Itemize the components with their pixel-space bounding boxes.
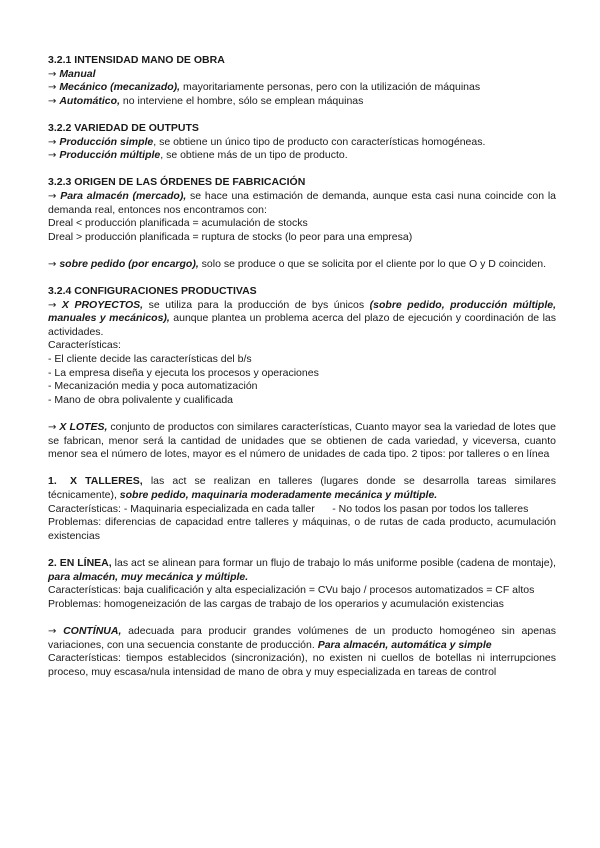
text-line: Problemas: homogeneización de las cargas de trabajo de los operarios y acumulación existencias — [48, 597, 504, 610]
arrow-icon: → — [48, 82, 57, 94]
paragraph: → CONTÍNUA, adecuada para producir grandes volúmenes de un producto homogéneo sin apenas variaciones, con una secuencia constante de producción. Para almacén, automática y simple — [48, 624, 556, 651]
paragraph: → X LOTES, conjunto de productos con similares características, Cuanto mayor sea la variedad de lotes que se fabrican, menor será la cantidad de unidades que se obtienen de cada variedad, y viceversa, cuanto menor sea el número de lotes, mayor es el número de unidades de cada tipo. 2 tipos: por talleres o en línea — [48, 421, 556, 461]
paragraph: Características: tiempos establecidos (sincronización), no existen ni cuellos de botellas ni interrupciones proceso, muy escasa/nula intensidad de mano de obra y muy especializada en tareas de control — [48, 652, 556, 678]
section-heading-3-2-2: 3.2.2 VARIEDAD DE OUTPUTS — [48, 121, 199, 134]
section-heading-3-2-1: 3.2.1 INTENSIDAD MANO DE OBRA — [48, 54, 225, 66]
paragraph: 1. X TALLERES, las act se realizan en talleres (lugares donde se desarrolla tareas similares técnicamente), sobre pedido, maquinaria moderadamente mecánica y múltiple. — [48, 475, 556, 501]
list-item: → Mecánico (mecanizado), mayoritariamente personas, pero con la utilización de máquinas — [48, 81, 481, 94]
list-item: - Mano de obra polivalente y cualificada — [48, 393, 234, 406]
arrow-icon: → — [48, 190, 57, 202]
section-heading-3-2-4: 3.2.4 CONFIGURACIONES PRODUCTIVAS — [48, 285, 257, 298]
arrow-icon: → — [48, 299, 57, 311]
text-line: Características: baja cualificación y alta especialización = CVu bajo / procesos automatizados = CF altos — [48, 584, 535, 597]
list-item: - Mecanización media y poca automatización — [48, 380, 258, 393]
text-line: Dreal < producción planificada = acumulación de stocks — [48, 217, 308, 230]
arrow-icon: → — [48, 136, 57, 148]
arrow-icon: → — [48, 68, 57, 80]
document-page — [48, 54, 556, 679]
arrow-icon: → — [48, 422, 57, 434]
paragraph: → Para almacén (mercado), se hace una estimación de demanda, aunque esta casi nuna coincide con la demanda real, entonces nos encontramos con: — [48, 189, 556, 216]
list-item: - El cliente decide las características del b/s — [48, 353, 252, 366]
list-item: → Manual — [48, 67, 96, 80]
list-item: → Producción simple, se obtiene un único tipo de producto con características homogéneas. — [48, 135, 486, 148]
characteristics-label: Características: — [48, 339, 121, 352]
paragraph: Problemas: diferencias de capacidad entre talleres y máquinas, o de rutas de cada producto, acumulación existencias — [48, 516, 556, 542]
text-line: Dreal > producción planificada = ruptura de stocks (lo peor para una empresa) — [48, 230, 413, 243]
list-item: - La empresa diseña y ejecuta los procesos y operaciones — [48, 366, 319, 379]
list-item: → Producción múltiple, se obtiene más de un tipo de producto. — [48, 149, 348, 162]
paragraph: → X PROYECTOS, se utiliza para la producción de bys únicos (sobre pedido, producción múltiple, manuales y mecánicos), aunque plantea un problema acerca del plazo de ejecución y coordinación de las actividades. — [48, 298, 556, 338]
arrow-icon: → — [48, 258, 57, 270]
paragraph: → sobre pedido (por encargo), solo se produce o que se solicita por el cliente por lo que O y D coinciden. — [48, 257, 547, 270]
arrow-icon: → — [48, 150, 57, 162]
text-line: Características: - Maquinaria especializada en cada taller - No todos los pasan por todos los talleres — [48, 502, 529, 515]
section-heading-3-2-3: 3.2.3 ORIGEN DE LAS ÓRDENES DE FABRICACIÓN — [48, 176, 306, 189]
paragraph: 2. EN LÍNEA, las act se alinean para formar un flujo de trabajo lo más uniforme posible (cadena de montaje), para almacén, muy mecánica y múltiple. — [48, 556, 556, 583]
list-item: → Automático, no interviene el hombre, sólo se emplean máquinas — [48, 94, 364, 107]
arrow-icon: → — [48, 625, 57, 637]
arrow-icon: → — [48, 95, 57, 107]
